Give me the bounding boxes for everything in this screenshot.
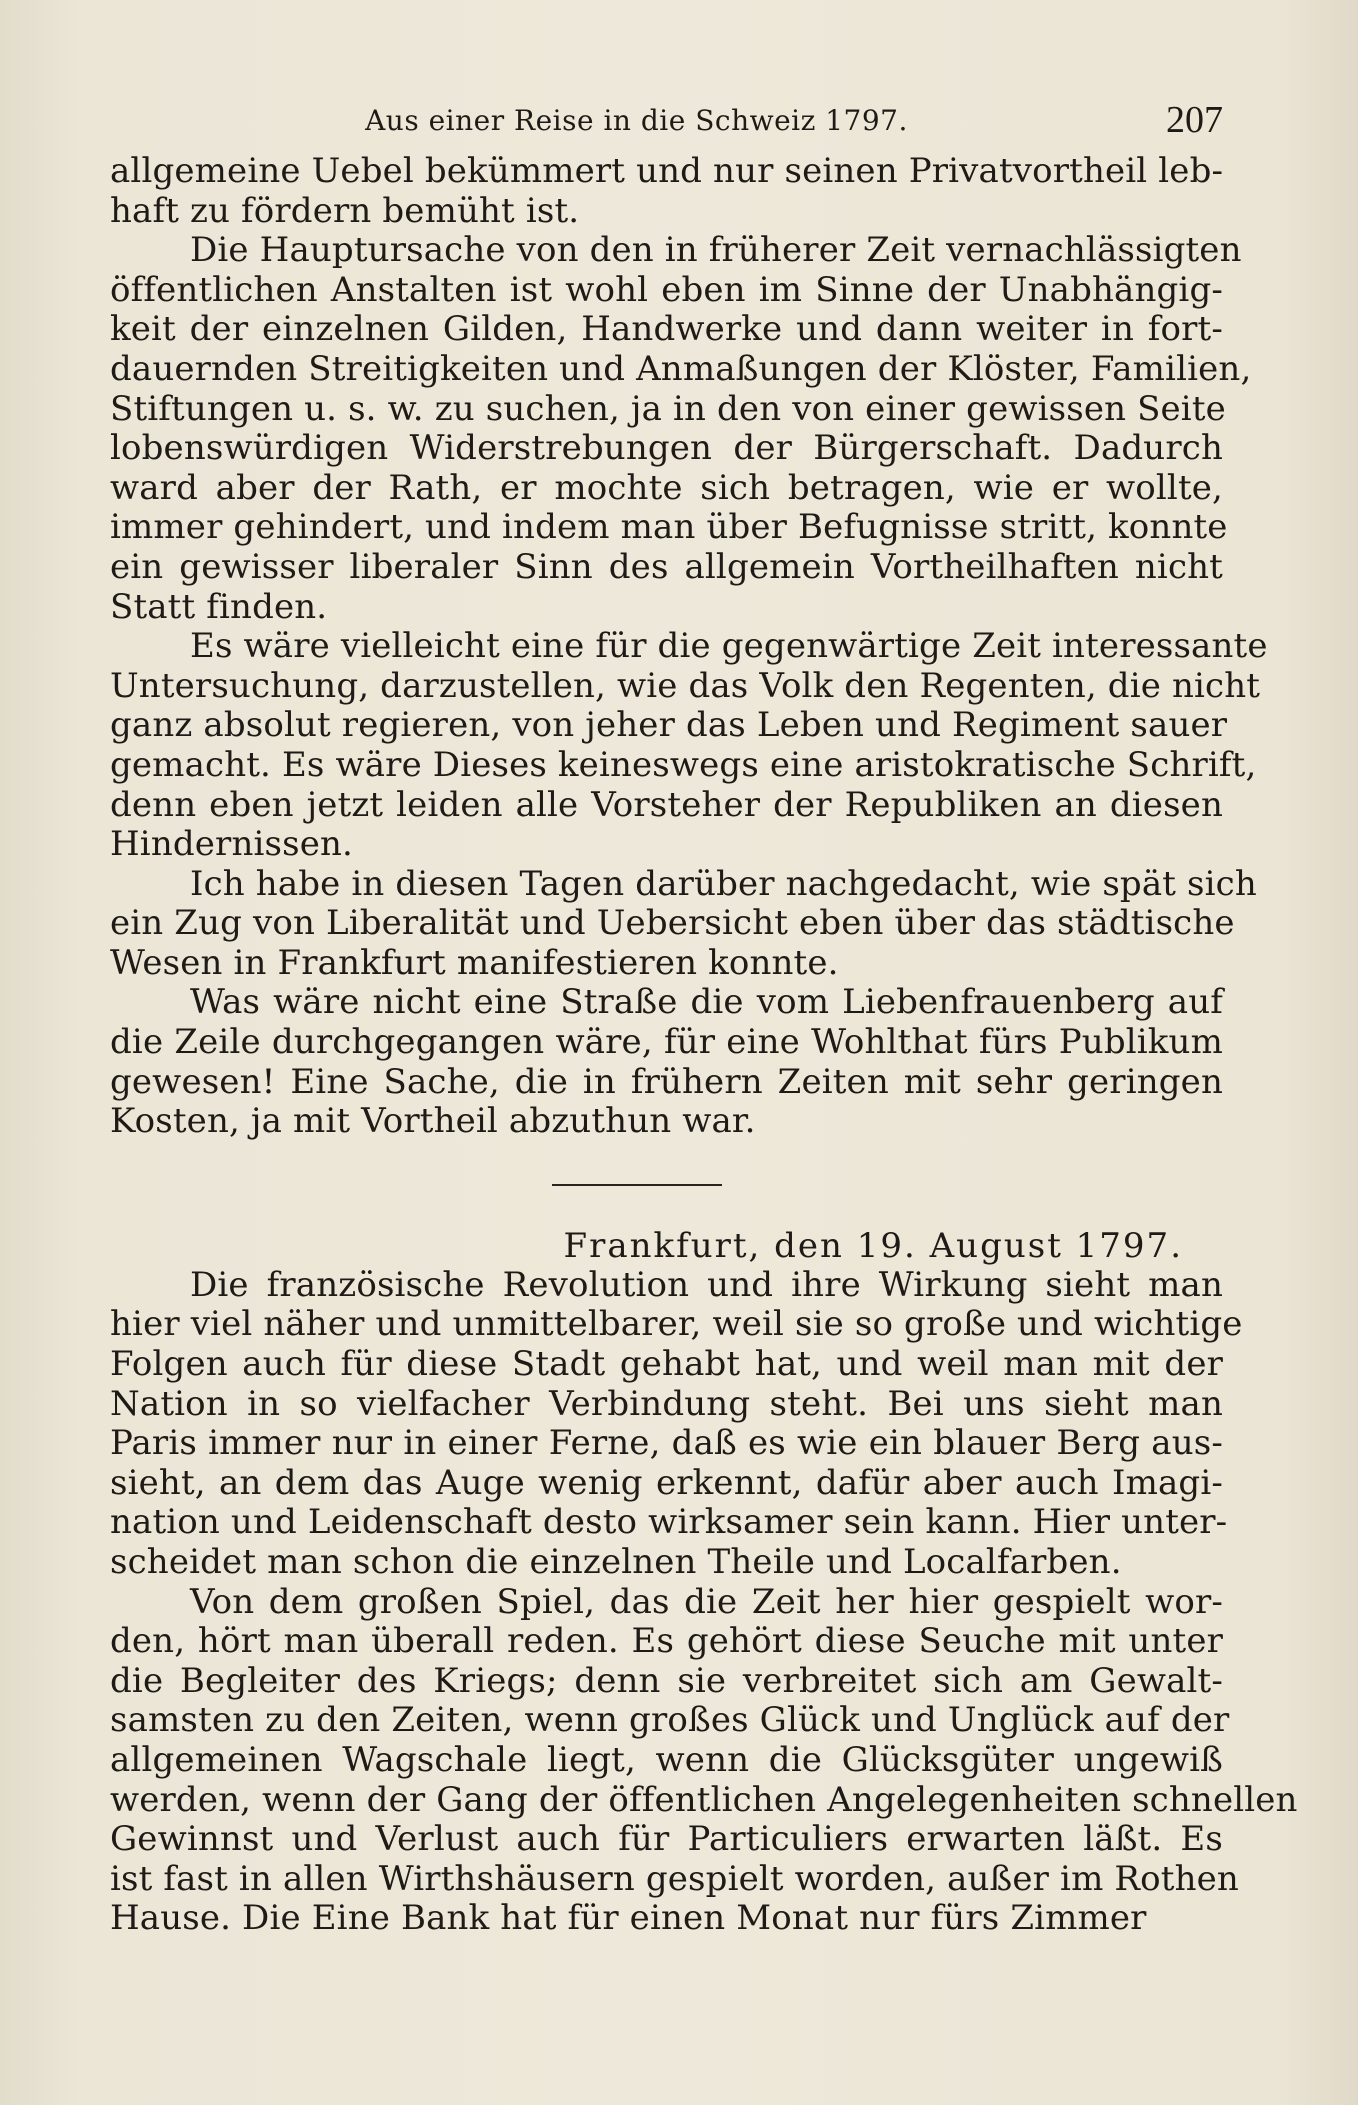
- text-line: scheidet man schon die einzelnen Theile und Localfarben.: [110, 1542, 1122, 1582]
- text-line: Ich habe in diesen Tagen darüber nachgedacht, wie spät sich: [190, 863, 1257, 904]
- paragraph: [110, 863, 1257, 984]
- text-line: Gewinnst und Verlust auch für Particuliers erwarten läßt. Es: [110, 1819, 1223, 1860]
- text-line: Hause. Die Eine Bank hat für einen Monat nur fürs Zimmer: [110, 1898, 1147, 1939]
- section-divider: [552, 1184, 722, 1186]
- text-line: ganz absolut regieren, von jeher das Leben und Regiment sauer: [110, 705, 1228, 746]
- paragraph: [110, 230, 1252, 627]
- page-number: 207: [1166, 99, 1223, 141]
- paragraph: [110, 626, 1268, 865]
- text-line: Wesen in Frankfurt manifestieren konnte.: [110, 942, 839, 983]
- paragraph: [110, 152, 1223, 231]
- text-line: öffentlichen Anstalten ist wohl eben im Sinne der Unabhängig-: [110, 269, 1223, 310]
- text-line: ein gewisser liberaler Sinn des allgemein Vortheilhaften nicht: [110, 546, 1223, 587]
- text-line: haft zu fördern bemüht ist.: [110, 190, 580, 231]
- text-line: Die Hauptursache von den in früherer Zeit vernachlässigten: [190, 230, 1242, 271]
- text-line: nation und Leidenschaft desto wirksamer sein kann. Hier unter-: [110, 1502, 1228, 1543]
- running-head: [110, 92, 1223, 152]
- text-line: sieht, an dem das Auge wenig erkennt, dafür aber auch Imagi-: [110, 1462, 1223, 1503]
- running-title: Aus einer Reise in die Schweiz 1797.: [365, 104, 908, 137]
- paragraph: [110, 983, 1223, 1141]
- text-line: Folgen auch für diese Stadt gehabt hat, und weil man mit der: [110, 1344, 1223, 1385]
- text-line: Paris immer nur in einer Ferne, daß es wie ein blauer Berg aus-: [110, 1423, 1223, 1464]
- text-line: ist fast in allen Wirthshäusern gespielt worden, außer im Rothen: [110, 1858, 1239, 1899]
- text-line: lobenswürdigen Widerstrebungen der Bürgerschaft. Dadurch: [110, 428, 1223, 469]
- paragraph: [110, 1581, 1298, 1939]
- text-line: die Begleiter des Kriegs; denn sie verbreitet sich am Gewalt-: [110, 1660, 1223, 1701]
- section-after-dateline: [110, 1264, 1298, 1939]
- text-line: ein Zug von Liberalität und Uebersicht eben über das städtische: [110, 903, 1235, 944]
- text-line: dauernden Streitigkeiten und Anmaßungen der Klöster, Familien,: [110, 348, 1252, 389]
- text-line: Statt finden.: [110, 586, 328, 627]
- text-line: denn eben jetzt leiden alle Vorsteher der Republiken an diesen: [110, 784, 1223, 825]
- text-line: Die französische Revolution und ihre Wirkung sieht man: [190, 1264, 1223, 1305]
- text-line: Nation in so vielfacher Verbindung steht. Bei uns sieht man: [110, 1383, 1223, 1424]
- text-line: gemacht. Es wäre Dieses keineswegs eine aristokratische Schrift,: [110, 744, 1257, 785]
- text-line: Was wäre nicht eine Straße die vom Liebenfrauenberg auf: [190, 982, 1223, 1023]
- text-line: den, hört man überall reden. Es gehört diese Seuche mit unter: [110, 1621, 1223, 1662]
- body-text: [110, 151, 1298, 1939]
- text-line: keit der einzelnen Gilden, Handwerke und dann weiter in fort-: [110, 309, 1223, 350]
- text-line: immer gehindert, und indem man über Befugnisse stritt, konnte: [110, 507, 1228, 548]
- text-line: Hindernissen.: [110, 824, 354, 865]
- text-line: werden, wenn der Gang der öffentlichen Angelegenheiten schnellen: [110, 1779, 1298, 1820]
- text-line: Von dem großen Spiel, das die Zeit her hier gespielt wor-: [190, 1581, 1223, 1622]
- text-line: Untersuchung, darzustellen, wie das Volk den Regenten, die nicht: [110, 665, 1261, 706]
- dateline: Frankfurt, den 19. August 1797.: [563, 1225, 1183, 1266]
- text-line: gewesen! Eine Sache, die in frühern Zeiten mit sehr geringen: [110, 1061, 1223, 1102]
- text-line: Stiftungen u. s. w. zu suchen, ja in den von einer gewissen Seite: [110, 388, 1226, 429]
- section-before-dateline: [110, 151, 1268, 1142]
- text-line: allgemeine Uebel bekümmert und nur seinen Privatvortheil leb-: [110, 151, 1224, 191]
- text-line: samsten zu den Zeiten, wenn großes Glück und Unglück auf der: [110, 1700, 1230, 1741]
- text-line: hier viel näher und unmittelbarer, weil sie so große und wichtige: [110, 1304, 1243, 1345]
- text-line: Es wäre vielleicht eine für die gegenwärtige Zeit interessante: [190, 626, 1268, 667]
- text-line: ward aber der Rath, er mochte sich betragen, wie er wollte,: [110, 467, 1223, 508]
- text-line: Kosten, ja mit Vortheil abzuthun war.: [110, 1101, 756, 1142]
- text-line: die Zeile durchgegangen wäre, für eine Wohlthat fürs Publikum: [110, 1022, 1223, 1063]
- text-line: allgemeinen Wagschale liegt, wenn die Glücksgüter ungewiß: [110, 1739, 1223, 1780]
- paragraph: [110, 1264, 1243, 1583]
